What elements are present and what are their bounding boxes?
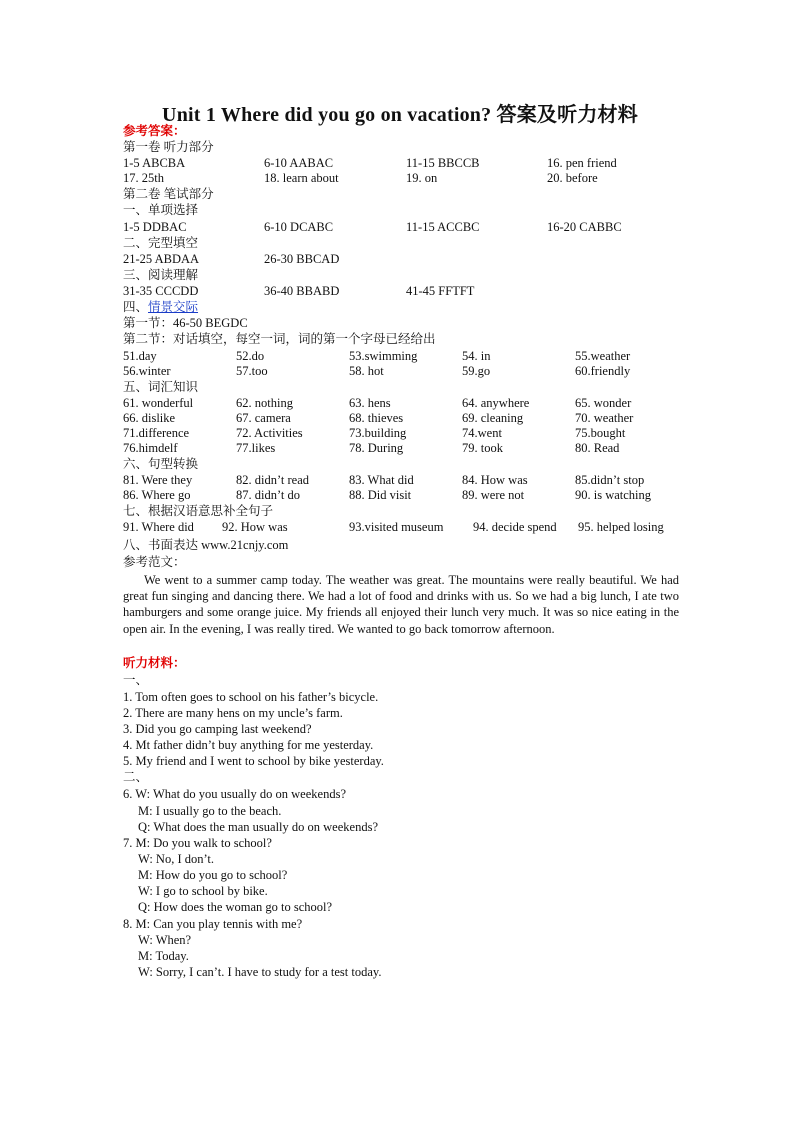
section-4-link[interactable]: 情景交际 [148, 300, 199, 314]
section-1-heading: 一、单项选择 [123, 203, 199, 217]
answer-cell: 52.do [236, 349, 265, 363]
answer-cell: 92. How was [222, 520, 288, 534]
section-7-heading: 七、根据汉语意思补全句子 [123, 504, 274, 518]
answer-cell: 85.didn’t stop [575, 473, 645, 487]
answer-cell: 70. weather [575, 411, 634, 425]
dialog-line: M: Today. [138, 949, 189, 963]
section-4-heading [123, 300, 198, 315]
answer-cell: 77.likes [236, 441, 276, 455]
answer-cell: 90. is watching [575, 488, 652, 502]
section-5-heading: 五、词汇知识 [123, 380, 199, 394]
section-2-heading: 二、完型填空 [123, 236, 199, 250]
answer-cell: 75.bought [575, 426, 626, 440]
answer-cell: 82. didn’t read [236, 473, 310, 487]
answer-cell: 64. anywhere [462, 396, 530, 410]
listening-sentence: 2. There are many hens on my uncle’s farm. [123, 706, 343, 720]
answer-cell: 16. pen friend [547, 156, 617, 170]
section-2-answers [123, 252, 683, 267]
answer-cell: 53.swimming [349, 349, 418, 363]
answer-cell: 59.go [462, 364, 491, 378]
part2-heading: 第二卷 笔试部分 [123, 187, 214, 201]
listening-part-2-heading: 二、 [123, 770, 149, 784]
answer-cell: 87. didn’t do [236, 488, 301, 502]
listening-sentence: 3. Did you go camping last weekend? [123, 722, 312, 736]
answer-cell: 81. Were they [123, 473, 193, 487]
dialog-line: W: No, I don’t. [138, 852, 215, 866]
page-title: Unit 1 Where did you go on vacation? 答案及听力材料 [162, 104, 638, 126]
answer-cell: 6-10 DCABC [264, 220, 334, 234]
answer-cell: 54. in [462, 349, 491, 363]
answer-cell: 80. Read [575, 441, 620, 455]
answer-cell: 84. How was [462, 473, 528, 487]
answer-cell: 89. were not [462, 488, 525, 502]
answer-cell: 95. helped losing [578, 520, 664, 534]
answer-cell: 86. Where go [123, 488, 191, 502]
section-5-answers-row-2 [123, 411, 683, 426]
section-5-answers-row-3 [123, 426, 683, 441]
section-3-answers [123, 284, 683, 299]
answer-cell: 11-15 BBCCB [406, 156, 480, 170]
answer-cell: 72. Activities [236, 426, 303, 440]
answer-cell: 57.too [236, 364, 268, 378]
listening-material-heading: 听力材料： [123, 656, 186, 670]
section-4-answers-row-1 [123, 349, 683, 364]
answer-cell: 88. Did visit [349, 488, 412, 502]
answer-cell: 83. What did [349, 473, 414, 487]
answer-cell: 17. 25th [123, 171, 164, 185]
answer-cell: 76.himdelf [123, 441, 178, 455]
dialog-line: 8. M: Can you play tennis with me? [123, 917, 303, 931]
section-1-answers [123, 220, 683, 235]
section-8-heading: 八、书面表达 www.21cnjy.com [123, 538, 289, 552]
answer-cell: 62. nothing [236, 396, 293, 410]
answer-cell: 31-35 CCCDD [123, 284, 199, 298]
section-6-answers-row-1 [123, 473, 683, 488]
dialog-line: M: I usually go to the beach. [138, 804, 282, 818]
answer-cell: 67. camera [236, 411, 291, 425]
answer-cell: 6-10 AABAC [264, 156, 334, 170]
listening-sentence: 1. Tom often goes to school on his father’s bicycle. [123, 690, 379, 704]
section-4-prefix: 四、 [123, 300, 149, 314]
answer-cell: 91. Where did [123, 520, 194, 534]
answer-cell: 21-25 ABDAA [123, 252, 200, 266]
answer-cell: 56.winter [123, 364, 171, 378]
section-5-answers-row-4 [123, 441, 683, 456]
section-6-heading: 六、句型转换 [123, 457, 199, 471]
sample-essay-label: 参考范文： [123, 555, 186, 569]
answer-cell: 36-40 BBABD [264, 284, 340, 298]
answer-cell: 16-20 CABBC [547, 220, 622, 234]
listening-sentence: 5. My friend and I went to school by bike yesterday. [123, 754, 384, 768]
answer-cell: 11-15 ACCBC [406, 220, 480, 234]
dialog-line: W: Sorry, I can’t. I have to study for a test today. [138, 965, 382, 979]
sample-essay: We went to a summer camp today. The weather was great. The mountains were really beautiful. We had great fun singing and dancing there. We had a lot of food and drinks with us. So we had a big lunch, I ate two hamburgers and some orange juice. My friends all enjoyed their lunch very much. It was so nice eating in the open air. In the evening, I was really tired. We wanted to go back tomorrow afternoon. [123, 573, 679, 636]
answer-cell: 68. thieves [349, 411, 404, 425]
answer-cell: 79. took [462, 441, 503, 455]
answer-cell: 63. hens [349, 396, 391, 410]
dialog-line: M: How do you go to school? [138, 868, 288, 882]
answer-cell: 61. wonderful [123, 396, 194, 410]
answer-cell: 73.building [349, 426, 407, 440]
answer-cell: 41-45 FFTFT [406, 284, 475, 298]
answer-cell: 66. dislike [123, 411, 176, 425]
answer-cell: 58. hot [349, 364, 384, 378]
dialog-line: 6. W: What do you usually do on weekends? [123, 787, 346, 801]
answer-cell: 94. decide spend [473, 520, 557, 534]
dialog-line: 7. M: Do you walk to school? [123, 836, 272, 850]
section-7-answers [123, 520, 683, 535]
section-3-heading: 三、阅读理解 [123, 268, 199, 282]
answer-cell: 71.difference [123, 426, 190, 440]
section-4-answers-row-2 [123, 364, 683, 379]
answer-cell: 69. cleaning [462, 411, 524, 425]
listening-answers-row-1 [123, 156, 683, 171]
listening-answers-row-2 [123, 171, 683, 186]
answer-cell: 1-5 ABCBA [123, 156, 186, 170]
dialog-line: Q: What does the man usually do on weekends? [138, 820, 378, 834]
answer-cell: 51.day [123, 349, 157, 363]
listening-part-1-heading: 一、 [123, 673, 149, 687]
answer-cell: 19. on [406, 171, 438, 185]
dialog-line: Q: How does the woman go to school? [138, 900, 333, 914]
listening-sentence: 4. Mt father didn’t buy anything for me yesterday. [123, 738, 374, 752]
section-6-answers-row-2 [123, 488, 683, 503]
section-4-part-1: 第一节：46-50 BEGDC [123, 316, 248, 330]
answer-cell: 65. wonder [575, 396, 632, 410]
section-4-part-2: 第二节：对话填空，每空一词，词的第一个字母已经给出 [123, 332, 436, 346]
answer-cell: 74.went [462, 426, 502, 440]
dialog-line: W: I go to school by bike. [138, 884, 268, 898]
answer-cell: 93.visited museum [349, 520, 444, 534]
part1-heading: 第一卷 听力部分 [123, 140, 214, 154]
answer-cell: 78. During [349, 441, 404, 455]
section-5-answers-row-1 [123, 396, 683, 411]
answer-heading: 参考答案： [123, 124, 186, 138]
answer-cell: 18. learn about [264, 171, 339, 185]
answer-cell: 1-5 DDBAC [123, 220, 187, 234]
answer-cell: 26-30 BBCAD [264, 252, 340, 266]
answer-cell: 20. before [547, 171, 598, 185]
dialog-line: W: When? [138, 933, 192, 947]
answer-cell: 55.weather [575, 349, 631, 363]
answer-cell: 60.friendly [575, 364, 631, 378]
